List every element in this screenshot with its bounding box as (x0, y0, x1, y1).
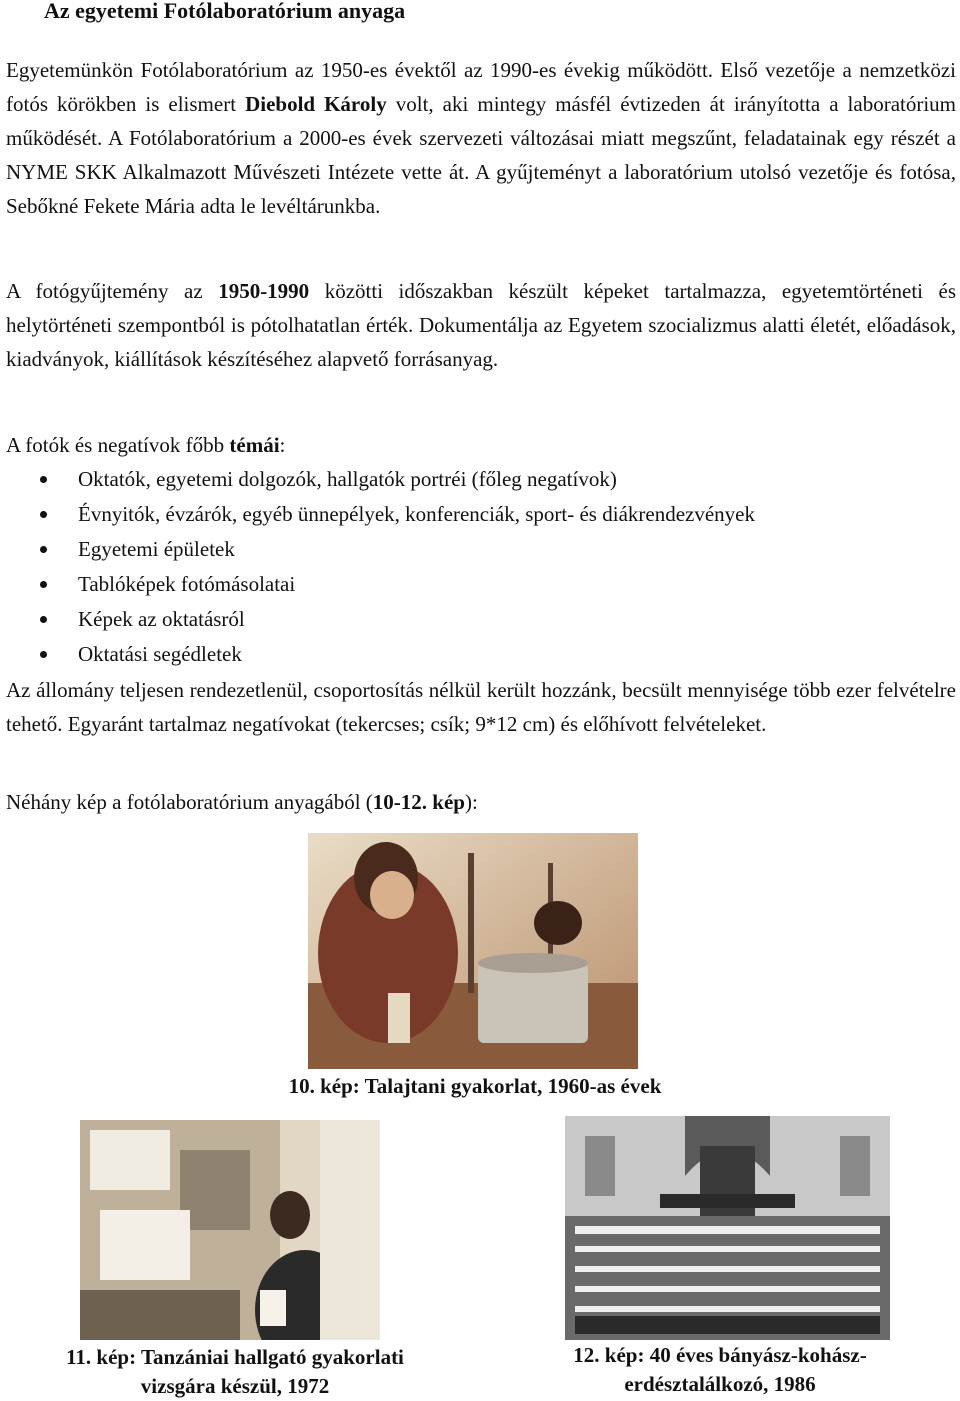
caption-10: 10. kép: Talajtani gyakorlat, 1960-as évek (288, 1074, 662, 1098)
list-item: Oktatók, egyetemi dolgozók, hallgatók portréi (főleg negatívok) (0, 462, 950, 497)
photos-intro: Néhány kép a fotólaboratórium anyagából (10-12. kép): (6, 790, 478, 814)
caption-11: 11. kép: Tanzániai hallgató gyakorlati vizsgára készül, 1972 (66, 1345, 404, 1398)
period-text: 1950-1990 (218, 279, 310, 303)
list-item: Oktatási segédletek (0, 637, 950, 672)
topics-intro: A fotók és negatívok főbb témái: (6, 433, 286, 457)
list-item: Tablóképek fotómásolatai (0, 567, 950, 602)
list-item: Képek az oktatásról (0, 602, 950, 637)
page-title: Az egyetemi Fotólaboratórium anyaga (44, 0, 406, 23)
collection-paragraph: A fotógyűjtemény az 1950-1990 közötti időszakban készült képeket tartalmazza, egyetemtörténeti és helytörténeti szempontból is pótolhatatlan érték. Dokumentálja az Egyetem szocializmus alatti életét, előadások, kiadványok, kiállítások készítéséhez alapvető forrásanyag. (6, 279, 956, 371)
photo-alumni-meeting (565, 1116, 890, 1340)
photo-soil-lab-image (308, 833, 638, 1069)
intro-paragraph: Egyetemünkön Fotólaboratórium az 1950-es évektől az 1990-es évekig működött. Első vezetője a nemzetközi fotós körökben is elismert Diebold Károly volt, aki mintegy másfél évtizeden át irányította a laboratórium működését. A Fotólaboratórium a 2000-es évek szervezeti változásai miatt megszűnt, feladatainak egy részét a NYME SKK Alkalmazott Művészeti Intézete vette át. A gyűjteményt a laboratórium utolsó vezetője és fotósa, Sebőkné Fekete Mária adta le levéltárunkba. (6, 58, 957, 218)
list-item: Évnyitók, évzárók, egyéb ünnepélyek, konferenciák, sport- és diákrendezvények (0, 497, 950, 532)
photo-alumni-meeting-image (565, 1116, 890, 1340)
founder-name: Diebold Károly (245, 92, 387, 116)
photo-tanzanian-student-image (80, 1120, 380, 1340)
photo-tanzanian-student (80, 1120, 380, 1340)
list-item: Egyetemi épületek (0, 532, 950, 567)
caption-12: 12. kép: 40 éves bányász-kohász- erdésztalálkozó, 1986 (573, 1343, 867, 1396)
photo-soil-lab (308, 833, 638, 1069)
topics-list (0, 462, 950, 672)
holdings-paragraph: Az állomány teljesen rendezetlenül, csoportosítás nélkül került hozzánk, becsült mennyisége több ezer felvételre tehető. Egyaránt tartalmaz negatívokat (tekercses; csík; 9*12 cm) és előhívott felvételeket. (6, 678, 956, 736)
